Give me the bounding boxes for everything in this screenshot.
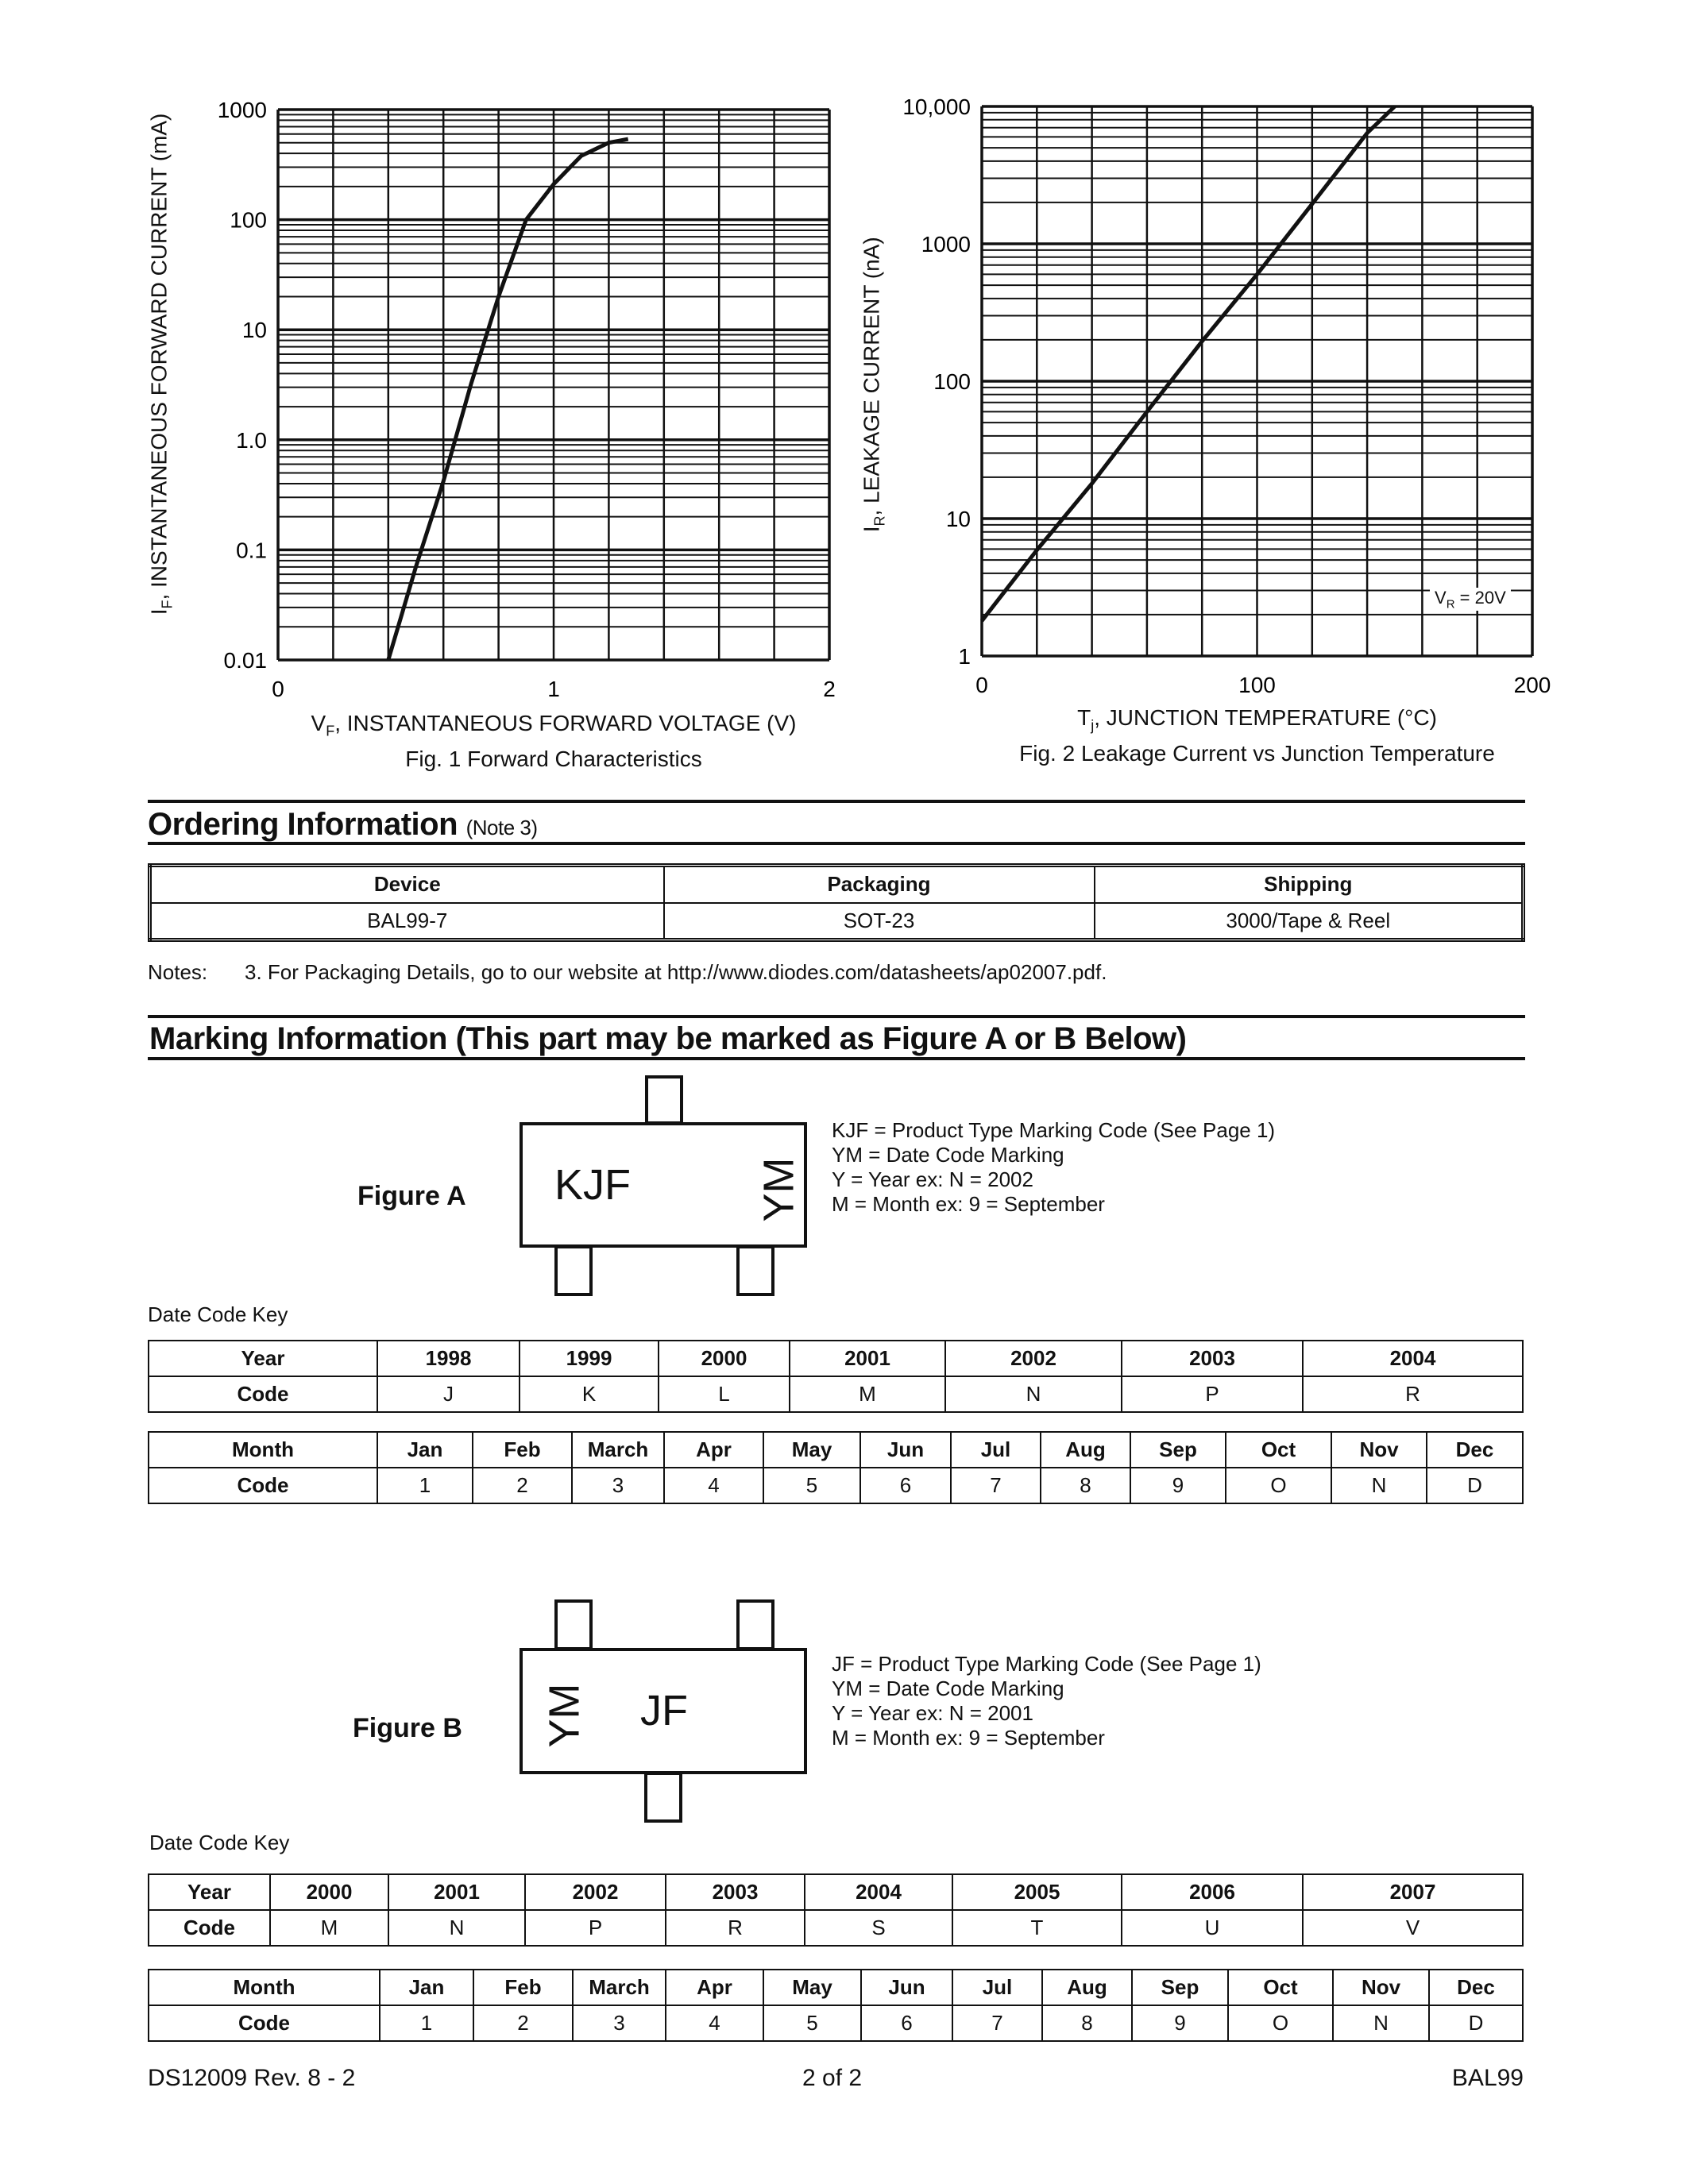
y-tick-label: 0.1 bbox=[236, 538, 267, 563]
fig2-y-axis-title: $I_R$, LEAKAGE CURRENT (nA) bbox=[859, 237, 888, 533]
fig2-vr-annotation: $V_R = 20V$ bbox=[1430, 588, 1511, 611]
divider bbox=[148, 800, 1525, 803]
table-cell: 2000 bbox=[659, 1341, 790, 1376]
table-cell: P bbox=[525, 1910, 666, 1946]
table-cell: 2000 bbox=[270, 1874, 388, 1910]
table-cell: N bbox=[1333, 2005, 1429, 2041]
table-cell: D bbox=[1427, 1468, 1523, 1503]
product-code: JF bbox=[640, 1687, 688, 1734]
ordering-heading: Ordering Information (Note 3) bbox=[148, 807, 538, 842]
table-cell: 2007 bbox=[1303, 1874, 1523, 1910]
notes-label: Notes: bbox=[148, 960, 208, 984]
table-header: Packaging bbox=[664, 866, 1095, 903]
marking-heading: Marking Information (This part may be marked as Figure A or B Below) bbox=[149, 1021, 1187, 1056]
figure-a-legend bbox=[832, 1118, 1275, 1217]
table-cell: 4 bbox=[664, 1468, 763, 1503]
table-cell: 7 bbox=[952, 2005, 1042, 2041]
table-row bbox=[149, 1874, 1523, 1910]
table-row bbox=[149, 1970, 1523, 2005]
table-cell: 6 bbox=[860, 1468, 951, 1503]
note-text: 3. For Packaging Details, go to our website at http://www.diodes.com/datasheets/ap02007.pdf. bbox=[245, 960, 1107, 984]
x-tick-label: 0 bbox=[975, 673, 988, 697]
table-cell: 6 bbox=[861, 2005, 952, 2041]
table-cell: 9 bbox=[1130, 1468, 1226, 1503]
table-cell: O bbox=[1228, 2005, 1333, 2041]
table-cell: 3000/Tape & Reel bbox=[1095, 903, 1524, 940]
table-cell: 9 bbox=[1132, 2005, 1228, 2041]
table-cell: 1999 bbox=[520, 1341, 659, 1376]
month-code-table-a bbox=[148, 1431, 1524, 1504]
table-cell: Oct bbox=[1226, 1432, 1331, 1468]
figure-b-legend bbox=[832, 1652, 1261, 1750]
table-cell: 5 bbox=[763, 1468, 860, 1503]
table-cell: 2 bbox=[473, 2005, 573, 2041]
y-tick-label: 1.0 bbox=[236, 427, 267, 453]
table-cell: T bbox=[952, 1910, 1122, 1946]
table-cell: U bbox=[1122, 1910, 1303, 1946]
table-cell: 1 bbox=[377, 1468, 473, 1503]
package-pin bbox=[554, 1245, 593, 1296]
table-row bbox=[149, 1910, 1523, 1946]
x-tick-label: 0 bbox=[272, 677, 284, 701]
table-cell: SOT-23 bbox=[664, 903, 1095, 940]
table-cell: 1 bbox=[380, 2005, 473, 2041]
table-cell: 2 bbox=[473, 1468, 572, 1503]
table-cell: V bbox=[1303, 1910, 1523, 1946]
table-cell: N bbox=[1331, 1468, 1427, 1503]
table-row bbox=[149, 1468, 1523, 1503]
table-cell: Jan bbox=[377, 1432, 473, 1468]
footer-page-number: 2 of 2 bbox=[802, 2065, 863, 2091]
table-cell: O bbox=[1226, 1468, 1331, 1503]
table-cell: D bbox=[1429, 2005, 1523, 2041]
fig2-x-axis-title: $T_j$, JUNCTION TEMPERATURE (°C) bbox=[1077, 705, 1437, 734]
row-header: Year bbox=[149, 1341, 377, 1376]
table-cell: March bbox=[572, 1432, 664, 1468]
fig2-caption: Fig. 2 Leakage Current vs Junction Temperature bbox=[1019, 741, 1495, 766]
row-header: Year bbox=[149, 1874, 270, 1910]
y-tick-label: 1000 bbox=[921, 232, 971, 257]
series-line-IR bbox=[982, 106, 1395, 621]
divider bbox=[148, 1015, 1525, 1018]
table-cell: May bbox=[763, 1970, 861, 2005]
table-cell: S bbox=[805, 1910, 952, 1946]
year-code-table-a bbox=[148, 1340, 1524, 1413]
y-tick-label: 0.01 bbox=[223, 648, 267, 673]
date-code: YM bbox=[540, 1683, 589, 1748]
table-cell: N bbox=[945, 1376, 1122, 1412]
footer-part-number: BAL99 bbox=[1451, 2065, 1524, 2091]
table-row bbox=[149, 1376, 1523, 1412]
table-cell: 4 bbox=[666, 2005, 763, 2041]
table-cell: K bbox=[520, 1376, 659, 1412]
ordering-table bbox=[148, 863, 1525, 942]
legend-line: M = Month ex: 9 = September bbox=[832, 1192, 1105, 1216]
footer-doc-id: DS12009 Rev. 8 - 2 bbox=[148, 2065, 356, 2091]
table-cell: R bbox=[1303, 1376, 1523, 1412]
table-cell: Jan bbox=[380, 1970, 473, 2005]
table-cell: M bbox=[790, 1376, 945, 1412]
package-pin bbox=[736, 1245, 774, 1296]
sot23-package-b bbox=[520, 1648, 807, 1774]
row-header: Code bbox=[149, 1376, 377, 1412]
table-cell: 2001 bbox=[388, 1874, 525, 1910]
y-tick-label: 10,000 bbox=[902, 95, 971, 119]
table-cell: 3 bbox=[573, 2005, 666, 2041]
table-cell: March bbox=[573, 1970, 666, 2005]
table-cell: 2006 bbox=[1122, 1874, 1303, 1910]
table-cell: 1998 bbox=[377, 1341, 520, 1376]
fig1-x-axis-title: $V_F$, INSTANTANEOUS FORWARD VOLTAGE (V) bbox=[311, 711, 797, 739]
figure-b-label: Figure B bbox=[353, 1713, 462, 1743]
row-header: Month bbox=[149, 1970, 380, 2005]
table-cell: Aug bbox=[1042, 1970, 1132, 2005]
year-code-table-b bbox=[148, 1873, 1524, 1947]
table-cell: Sep bbox=[1132, 1970, 1228, 2005]
table-header: Device bbox=[150, 866, 664, 903]
table-cell: 7 bbox=[951, 1468, 1041, 1503]
table-cell: N bbox=[388, 1910, 525, 1946]
date-code-key-label: Date Code Key bbox=[149, 1831, 290, 1854]
date-code: YM bbox=[755, 1157, 803, 1222]
row-header: Month bbox=[149, 1432, 377, 1468]
product-code: KJF bbox=[554, 1161, 632, 1209]
sot23-package-a bbox=[520, 1122, 807, 1248]
table-cell: 2004 bbox=[1303, 1341, 1523, 1376]
y-tick-label: 10 bbox=[945, 507, 971, 531]
table-cell: 5 bbox=[763, 2005, 861, 2041]
package-pin bbox=[554, 1599, 593, 1650]
package-pin bbox=[645, 1075, 683, 1125]
table-cell: Feb bbox=[473, 1970, 573, 2005]
legend-line: YM = Date Code Marking bbox=[832, 1677, 1064, 1700]
fig1-y-axis-title: $I_F$, INSTANTANEOUS FORWARD CURRENT (mA) bbox=[146, 113, 176, 615]
table-cell: R bbox=[666, 1910, 805, 1946]
table-cell: Oct bbox=[1228, 1970, 1333, 2005]
table-cell: 2005 bbox=[952, 1874, 1122, 1910]
y-tick-label: 10 bbox=[241, 318, 267, 343]
table-cell: M bbox=[270, 1910, 388, 1946]
table-cell: 2003 bbox=[1122, 1341, 1303, 1376]
x-tick-label: 200 bbox=[1513, 673, 1551, 697]
divider bbox=[148, 842, 1525, 845]
package-pin bbox=[644, 1772, 682, 1823]
table-cell: Sep bbox=[1130, 1432, 1226, 1468]
legend-line: YM = Date Code Marking bbox=[832, 1143, 1064, 1167]
table-cell: 2001 bbox=[790, 1341, 945, 1376]
table-cell: J bbox=[377, 1376, 520, 1412]
table-cell: Apr bbox=[666, 1970, 763, 2005]
table-cell: 2002 bbox=[525, 1874, 666, 1910]
table-cell: Apr bbox=[664, 1432, 763, 1468]
y-tick-label: 1 bbox=[958, 644, 971, 669]
table-row bbox=[149, 1341, 1523, 1376]
table-cell: Jul bbox=[951, 1432, 1041, 1468]
series-line-IF bbox=[388, 139, 628, 660]
table-cell: Jun bbox=[860, 1432, 951, 1468]
divider bbox=[148, 1057, 1525, 1060]
x-tick-label: 100 bbox=[1238, 673, 1276, 697]
x-tick-label: 2 bbox=[823, 677, 836, 701]
month-code-table-b bbox=[148, 1969, 1524, 2042]
table-cell: Feb bbox=[473, 1432, 572, 1468]
row-header: Code bbox=[149, 1910, 270, 1946]
table-cell: 8 bbox=[1042, 2005, 1132, 2041]
y-tick-label: 100 bbox=[230, 207, 267, 233]
figure-a-label: Figure A bbox=[357, 1181, 466, 1211]
table-cell: BAL99-7 bbox=[150, 903, 664, 940]
table-header: Shipping bbox=[1095, 866, 1524, 903]
table-row bbox=[150, 903, 1524, 940]
package-pin bbox=[736, 1599, 774, 1650]
table-cell: 2002 bbox=[945, 1341, 1122, 1376]
charts-canvas bbox=[0, 0, 1688, 794]
row-header: Code bbox=[149, 1468, 377, 1503]
table-cell: Nov bbox=[1331, 1432, 1427, 1468]
table-cell: 3 bbox=[572, 1468, 664, 1503]
table-cell: Dec bbox=[1429, 1970, 1523, 2005]
y-tick-label: 100 bbox=[933, 369, 971, 394]
table-cell: Aug bbox=[1041, 1432, 1130, 1468]
table-cell: 2004 bbox=[805, 1874, 952, 1910]
fig1-caption: Fig. 1 Forward Characteristics bbox=[405, 747, 702, 771]
table-cell: Nov bbox=[1333, 1970, 1429, 2005]
table-row bbox=[149, 2005, 1523, 2041]
legend-line: M = Month ex: 9 = September bbox=[832, 1726, 1105, 1750]
legend-line: Y = Year ex: N = 2002 bbox=[832, 1167, 1033, 1191]
table-row bbox=[149, 1432, 1523, 1468]
table-cell: 8 bbox=[1041, 1468, 1130, 1503]
table-cell: Dec bbox=[1427, 1432, 1523, 1468]
row-header: Code bbox=[149, 2005, 380, 2041]
table-cell: L bbox=[659, 1376, 790, 1412]
legend-line: JF = Product Type Marking Code (See Page 1) bbox=[832, 1652, 1261, 1676]
date-code-key-label: Date Code Key bbox=[148, 1302, 288, 1326]
table-cell: May bbox=[763, 1432, 860, 1468]
y-tick-label: 1000 bbox=[217, 98, 267, 122]
table-cell: P bbox=[1122, 1376, 1303, 1412]
x-tick-label: 1 bbox=[547, 677, 560, 701]
legend-line: KJF = Product Type Marking Code (See Page 1) bbox=[832, 1118, 1276, 1142]
table-cell: Jun bbox=[861, 1970, 952, 2005]
table-header-row bbox=[150, 866, 1524, 903]
table-cell: Jul bbox=[952, 1970, 1042, 2005]
table-cell: 2003 bbox=[666, 1874, 805, 1910]
legend-line: Y = Year ex: N = 2001 bbox=[832, 1701, 1033, 1725]
